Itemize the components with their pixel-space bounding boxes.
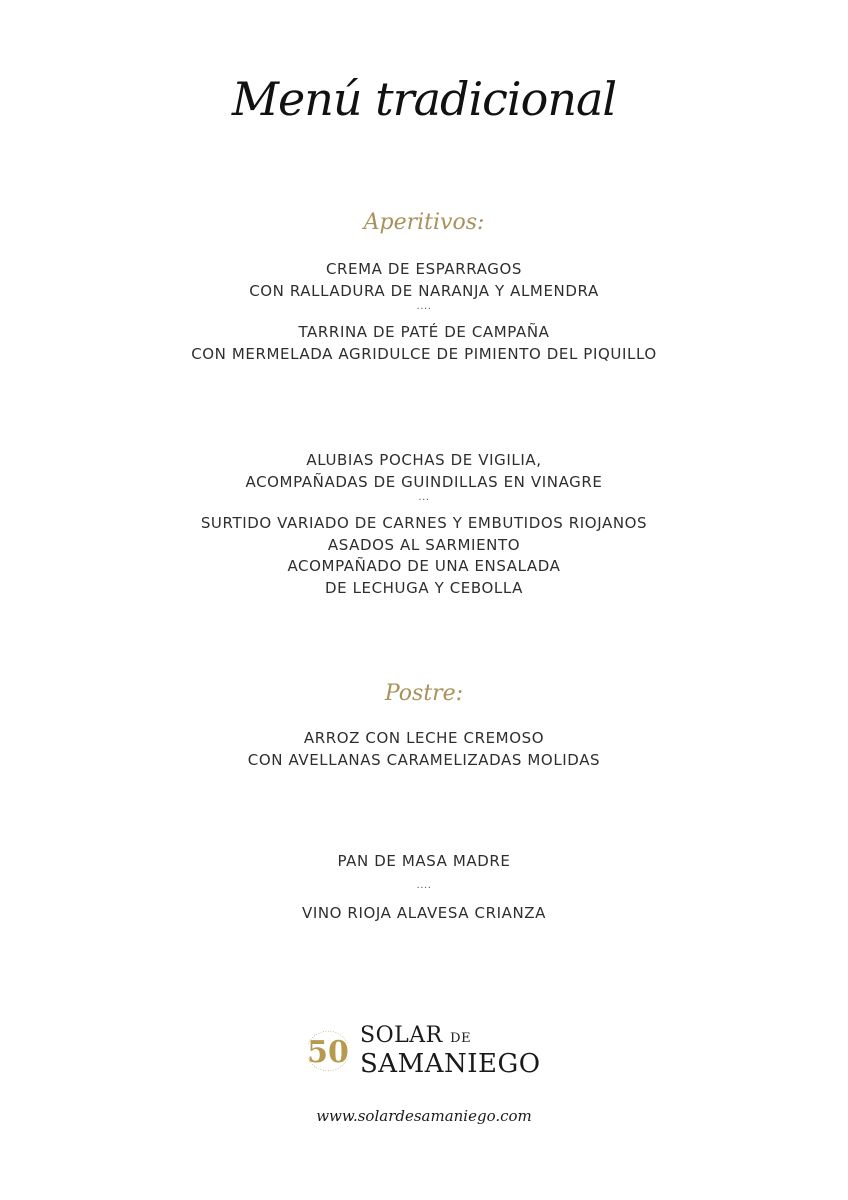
website-link[interactable]: www.solardesamaniego.com: [316, 1107, 532, 1125]
menu-item-line: VINO RIOJA ALAVESA CRIANZA: [301, 903, 547, 922]
badge-number: 50: [307, 1035, 349, 1070]
menu-item-line: SURTIDO VARIADO DE CARNES Y EMBUTIDOS RIOJANOS: [200, 514, 648, 532]
menu-title: Menú tradicional: [231, 72, 617, 126]
menu-item-line: ACOMPAÑADAS DE GUINDILLAS EN VINAGRE: [245, 472, 603, 491]
brand-logo: [300, 1022, 560, 1082]
menu-block-principales: [0, 450, 848, 599]
menu-block-postre: [0, 728, 848, 771]
menu-block-extras: [0, 851, 848, 924]
menu-item-line: CON RALLADURA DE NARANJA Y ALMENDRA: [249, 281, 599, 300]
separator-dots: ...: [418, 492, 430, 503]
menu-item-line: CREMA DE ESPARRAGOS: [325, 260, 523, 278]
brand-wordmark: [360, 1024, 541, 1077]
brand-name-de: DE: [450, 1031, 472, 1046]
menu-item-line: DE LECHUGA Y CEBOLLA: [324, 578, 524, 597]
section-heading-aperitivos: Aperitivos:: [363, 210, 485, 235]
menu-item-line: CON MERMELADA AGRIDULCE DE PIMIENTO DEL PIQUILLO: [191, 344, 657, 363]
menu-item-line: ASADOS AL SARMIENTO: [327, 535, 521, 554]
brand-name-line2: SAMANIEGO: [360, 1049, 541, 1079]
menu-item-line: CON AVELLANAS CARAMELIZADAS MOLIDAS: [247, 750, 601, 769]
menu-item-line: TARRINA DE PATÉ DE CAMPAÑA: [298, 323, 550, 341]
brand-name-line1: SOLAR: [360, 1023, 443, 1048]
separator-dots: ....: [416, 879, 432, 891]
menu-item-line: ACOMPAÑADO DE UNA ENSALADA: [287, 557, 561, 575]
menu-block-aperitivos: [0, 259, 848, 365]
menu-item-line: ARROZ CON LECHE CREMOSO: [303, 729, 545, 747]
anniversary-badge-icon: [300, 1022, 356, 1078]
separator-dots: ....: [416, 301, 432, 312]
section-heading-postre: Postre:: [384, 681, 464, 706]
menu-item-line: ALUBIAS POCHAS DE VIGILIA,: [306, 451, 542, 469]
menu-item-line: PAN DE MASA MADRE: [337, 852, 511, 870]
